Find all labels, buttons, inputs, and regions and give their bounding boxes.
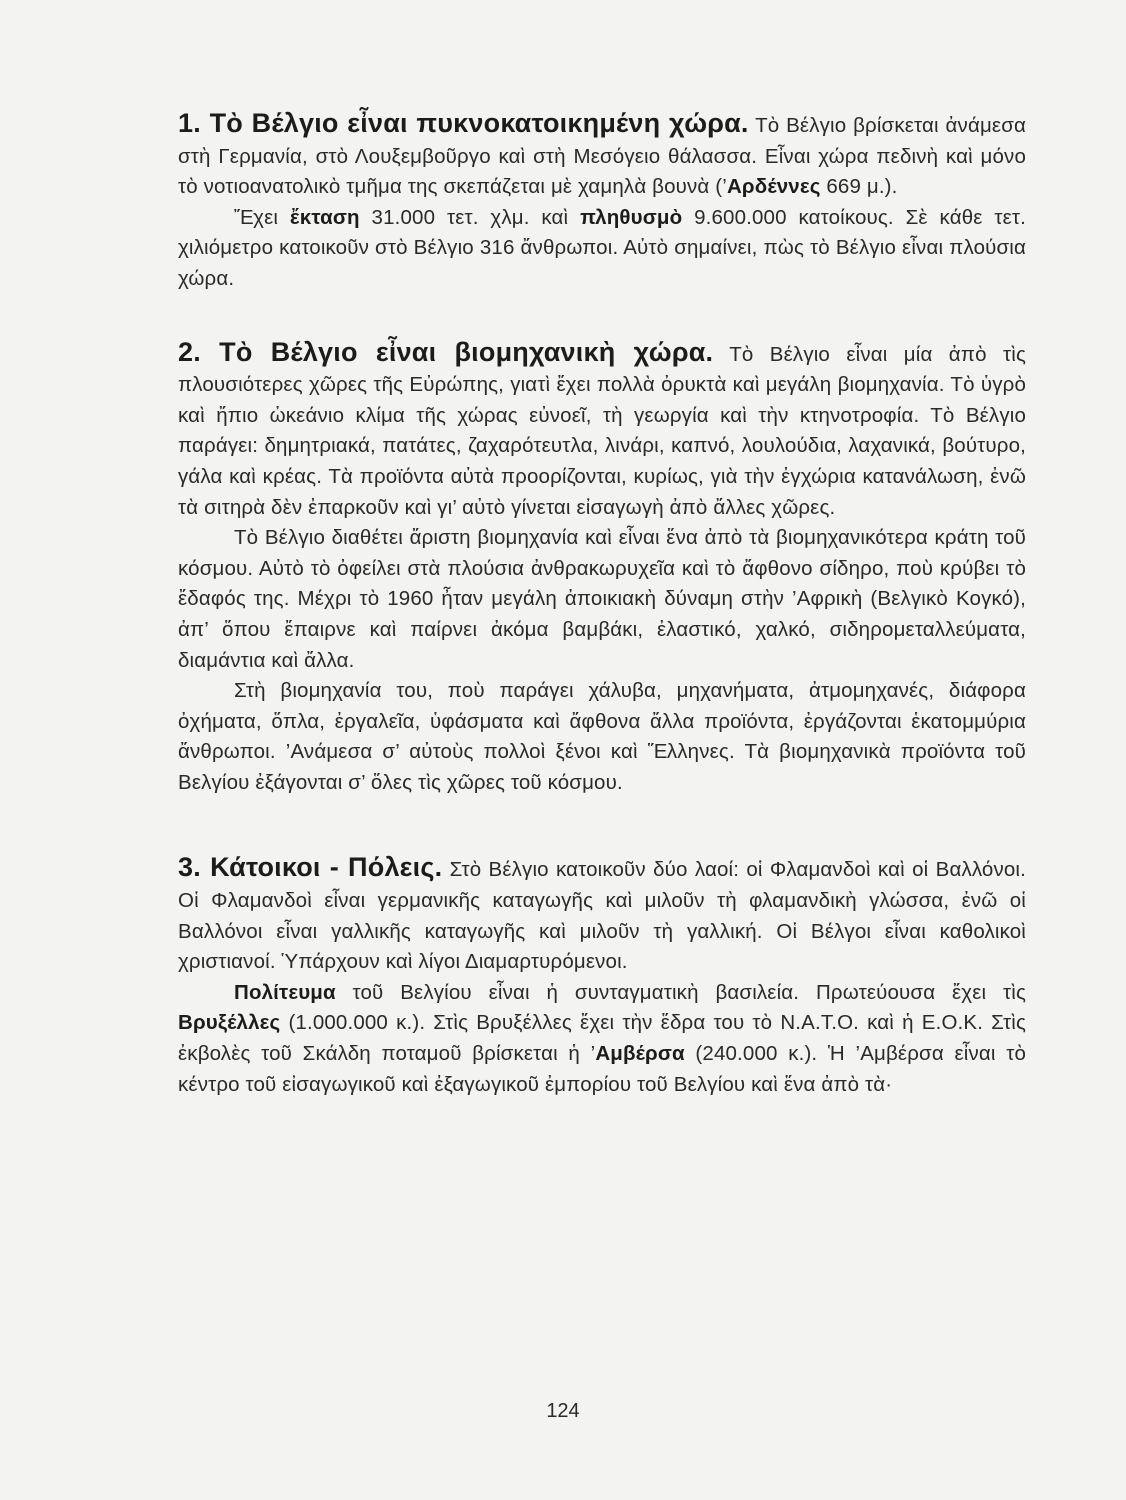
section-3-number: 3. bbox=[178, 852, 201, 883]
term-area: ἔκταση bbox=[289, 205, 360, 229]
term-ardennes: Αρδέννες bbox=[726, 175, 821, 199]
section-2-title: Τὸ Βέλγιο εἶναι βιομηχανικὴ χώρα. bbox=[219, 336, 714, 367]
term-antwerp: Αμβέρσα bbox=[595, 1042, 685, 1066]
section-3-text: (1.000.000 κ.). Στὶς Βρυξέλλες ἔχει τὴν ἕδρα του τὸ Ν.Α.Τ.Ο. καὶ ἡ Ε.Ο.Κ. Στὶς ἐκβολὲς τοῦ Σκάλδη ποταμοῦ βρίσκεται ἡ ’ bbox=[178, 1011, 1026, 1066]
section-3-paragraph-2 bbox=[178, 978, 1026, 1100]
section-1-text: 9.600.000 κατοίκους. Σὲ κάθε τετ. χιλιόμετρο κατοικοῦν στὸ Βέλγιο 316 ἄνθρωποι. Αὐτὸ σημαίνει, πὼς τὸ Βέλγιο εἶναι πλούσια χώρα. bbox=[178, 205, 1026, 290]
section-1-paragraph-2 bbox=[178, 203, 1026, 295]
section-3-text: τοῦ Βελγίου εἶναι ἡ συνταγματικὴ βασιλεία. Πρωτεύουσα ἔχει τὶς bbox=[335, 980, 1026, 1004]
term-brussels: Βρυξέλλες bbox=[178, 1011, 281, 1035]
page-number: 124 bbox=[546, 1400, 580, 1422]
section-1-text: 31.000 τετ. χλμ. καὶ bbox=[359, 205, 581, 229]
section-2-number: 2. bbox=[178, 336, 201, 367]
section-2-paragraph-2: Τὸ Βέλγιο διαθέτει ἄριστη βιομηχανία καὶ εἶναι ἕνα ἀπὸ τὰ βιομηχανικότερα κράτη τοῦ κόσμου. Αὐτὸ τὸ ὀφείλει στὰ πλούσια ἀνθρακωρυχεῖα καὶ τὸ ἄφθονο σίδηρο, ποὺ κρύβει τὸ ἔδαφός της. Μέχρι τὸ 1960 ἦταν μεγάλη ἀποικιακὴ δύναμη στὴν ’Αφρικὴ (Βελγικὸ Κογκό), ἀπ’ ὅπου ἔπαιρνε καὶ παίρνει ἀκόμα βαμβάκι, ἐλαστικό, χαλκό, σιδηρομεταλλεύματα, διαμάντια καὶ ἄλλα. bbox=[178, 526, 1026, 672]
section-2-text: Τὸ Βέλγιο εἶναι μία ἀπὸ τὶς πλουσιότερες χῶρες τῆς Εὐρώπης, γιατὶ ἔχει πολλὰ ὀρυκτὰ καὶ μεγάλη βιομηχανία. Τὸ ὑγρὸ καὶ ἤπιο ὠκεάνιο κλίμα τῆς χώρας εὐνοεῖ, τὴ γεωργία καὶ τὴν κτηνοτροφία. Τὸ Βέλγιο παράγει: δημητριακά, πατάτες, ζαχαρότευτλα, λινάρι, καπνό, λουλούδια, λαχανικά, βούτυρο, γάλα καὶ κρέας. Τὰ προϊόντα αὐτὰ προορίζονται, κυρίως, γιὰ τὴν ἐγχώρια κατανάλωση, ἐνῶ τὰ σιτηρὰ δὲν ἐπαρκοῦν καὶ γι’ αὐτὸ γίνεται εἰσαγωγὴ ἀπὸ ἄλλες χῶρες. bbox=[178, 342, 1026, 519]
section-3-text: (240.000 κ.). Ἡ ’Αμβέρσα εἶναι τὸ κέντρο τοῦ εἰσαγωγικοῦ καὶ ἐξαγωγικοῦ ἐμπορίου τοῦ Βελγίου καὶ ἕνα ἀπὸ τὰ· bbox=[178, 1042, 1026, 1096]
section-2 bbox=[178, 337, 1026, 799]
section-1-title: Τὸ Βέλγιο εἶναι πυκνοκατοικημένη χώρα. bbox=[209, 108, 749, 138]
section-1-heading bbox=[178, 108, 749, 138]
section-3-text: Στὸ Βέλγιο κατοικοῦν δύο λαοί: οἱ Φλαμανδοὶ καὶ οἱ Βαλλόνοι. Οἱ Φλαμανδοὶ εἶναι γερμανικῆς καταγωγῆς καὶ μιλοῦν τὴ φλαμανδικὴ γλώσσα, ἐνῶ οἱ Βαλλόνοι εἶναι γαλλικῆς καταγωγῆς καὶ μιλοῦν τὴ γαλλική. Οἱ Βέλγοι εἶναι καθολικοὶ χριστιανοί. Ὑπάρχουν καὶ λίγοι Διαμαρτυρόμενοι. bbox=[178, 858, 1026, 974]
section-3-paragraph-1 bbox=[178, 852, 1026, 977]
section-2-paragraph-1 bbox=[178, 337, 1026, 524]
section-3 bbox=[178, 852, 1026, 1100]
section-3-heading bbox=[178, 852, 442, 882]
section-1-text: Ἔχει bbox=[234, 205, 290, 229]
section-1-paragraph-1 bbox=[178, 108, 1026, 203]
section-1 bbox=[178, 108, 1026, 295]
term-polity: Πολίτευμα bbox=[234, 980, 336, 1004]
section-2-heading bbox=[178, 337, 713, 367]
document-page bbox=[178, 108, 1026, 1100]
section-1-text: Τὸ Βέλγιο βρίσκεται ἀνάμεσα στὴ Γερμανία, στὸ Λουξεμβοῦργο καὶ στὴ Μεσόγειο θάλασσα. Εἶναι χώρα πεδινὴ καὶ μόνο τὸ νοτιοανατολικὸ τμῆμα της σκεπάζεται μὲ χαμηλὰ βουνὰ (’ bbox=[178, 114, 1026, 199]
section-2-paragraph-3: Στὴ βιομηχανία του, ποὺ παράγει χάλυβα, μηχανήματα, ἀτμομηχανές, διάφορα ὀχήματα, ὅπλα, ἐργαλεῖα, ὑφάσματα καὶ ἄφθονα ἄλλα προϊόντα, ἐργάζονται ἑκατομμύρια ἄνθρωποι. ’Ανάμεσα σ’ αὐτοὺς πολλοὶ ξένοι καὶ Ἕλληνες. Τὰ βιομηχανικὰ προϊόντα τοῦ Βελγίου ἐξάγονται σ’ ὅλες τὶς χῶρες τοῦ κόσμου. bbox=[178, 679, 1026, 794]
section-1-text: 669 μ.). bbox=[820, 175, 898, 199]
term-population: πληθυσμὸ bbox=[580, 205, 683, 229]
section-3-title: Κάτοικοι - Πόλεις. bbox=[210, 852, 443, 883]
section-1-number: 1. bbox=[178, 108, 201, 138]
